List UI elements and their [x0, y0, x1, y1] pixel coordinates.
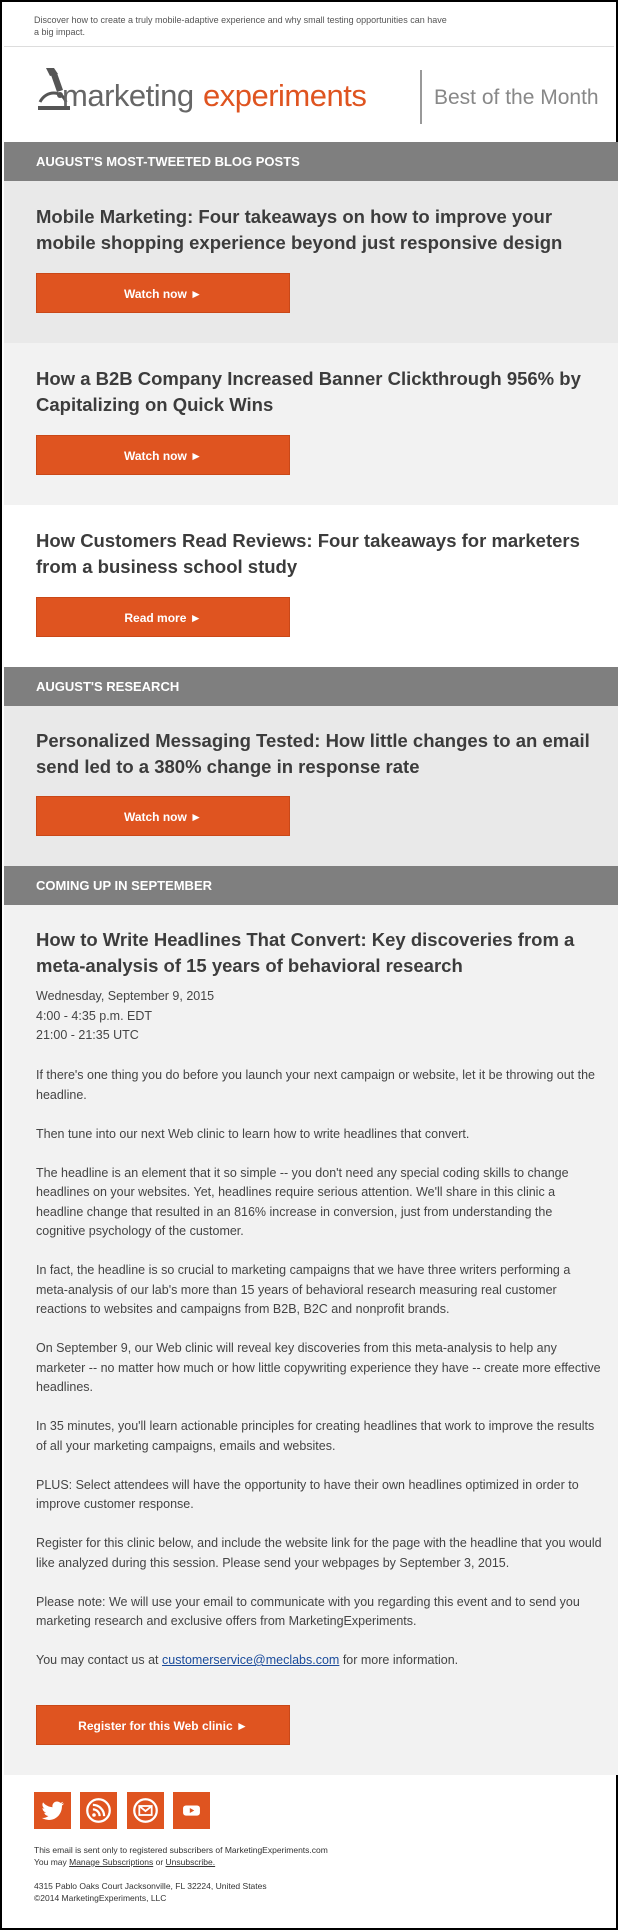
contact-suffix: for more information.	[339, 1653, 459, 1667]
divider	[4, 46, 614, 47]
post-title-2[interactable]: How a B2B Company Increased Banner Clickthrough 956% by Capitalizing on Quick Wins	[36, 368, 581, 415]
research-title[interactable]: Personalized Messaging Tested: How little changes to an email send led to a 380% change in response rate	[36, 730, 590, 777]
manage-subscriptions-link[interactable]: Manage Subscriptions	[69, 1857, 154, 1867]
logo-text-experiments: experiments	[203, 78, 367, 113]
footer-text: You may	[34, 1857, 70, 1867]
youtube-icon[interactable]	[173, 1792, 210, 1829]
event-paragraph: On September 9, our Web clinic will reveal key discoveries from this meta-analysis to help any marketer -- no matter how much or how little copywriting experience they have -- create more effective headlines.	[36, 1341, 601, 1394]
contact-email-link[interactable]: customerservice@meclabs.com	[162, 1653, 340, 1667]
event-paragraph: In 35 minutes, you'll learn actionable principles for creating headlines that work to improve the results of all your marketing campaigns, emails and websites.	[36, 1419, 595, 1453]
post-title-3[interactable]: How Customers Read Reviews: Four takeaways for marketers from a business school study	[36, 530, 580, 577]
logo-text-marketing: marketing	[62, 78, 194, 113]
email-icon[interactable]	[127, 1792, 164, 1829]
section-header-research: AUGUST'S RESEARCH	[4, 667, 618, 706]
event-date: Wednesday, September 9, 2015	[36, 989, 215, 1003]
footer-text: or	[153, 1857, 166, 1867]
event-title[interactable]: How to Write Headlines That Convert: Key discoveries from a meta-analysis of 15 years of behavioral research	[36, 929, 575, 976]
event-time-utc: 21:00 - 21:35 UTC	[36, 1028, 139, 1042]
social-icons	[34, 1792, 215, 1829]
event-paragraph: The headline is an element that it so simple -- you don't need any special coding skills to change headlines on your websites. Yet, headlines require serious attention. We'll share in this clinic a headline change that resulted in an 816% increase in conversion, just from understanding the cognitive psychology of the customer.	[36, 1165, 569, 1238]
footer-subscription-links	[34, 1856, 484, 1868]
watch-now-button-2[interactable]: Watch now ►	[36, 435, 290, 475]
event-paragraph: If there's one thing you do before you launch your next campaign or website, let it be throwing out the headline.	[36, 1068, 595, 1102]
post-panel-2	[4, 343, 618, 505]
contact-paragraph	[36, 1651, 604, 1671]
footer-subscriber-note: This email is sent only to registered subscribers of MarketingExperiments.com	[34, 1845, 328, 1855]
section-header-coming: COMING UP IN SEPTEMBER	[4, 866, 618, 905]
event-paragraph: Register for this clinic below, and include the website link for the page with the headline that you would like analyzed during this session. Please send your webpages by September 3, 2015.	[36, 1536, 602, 1570]
twitter-icon[interactable]	[34, 1792, 71, 1829]
event-paragraph: Then tune into our next Web clinic to learn how to write headlines that convert.	[36, 1126, 470, 1141]
watch-now-button-research[interactable]: Watch now ►	[36, 796, 290, 836]
event-description	[36, 1066, 604, 1690]
event-time-edt: 4:00 - 4:35 p.m. EDT	[36, 1008, 153, 1023]
unsubscribe-link[interactable]: Unsubscribe.	[165, 1857, 216, 1867]
footer	[34, 1844, 484, 1904]
marketingexperiments-logo[interactable]	[32, 64, 422, 124]
post-title-1[interactable]: Mobile Marketing: Four takeaways on how to improve your mobile shopping experience beyond just responsive design	[36, 206, 563, 253]
register-button[interactable]: Register for this Web clinic ►	[36, 1705, 290, 1745]
footer-address: 4315 Pablo Oaks Court Jacksonville, FL 32224, United States	[34, 1881, 267, 1891]
event-panel	[4, 905, 618, 1775]
logo-divider	[420, 70, 422, 124]
event-datetime	[36, 987, 214, 1046]
footer-spacer	[34, 1868, 484, 1880]
event-paragraph: PLUS: Select attendees will have the opportunity to have their own headlines optimized in order to improve customer response.	[36, 1477, 579, 1511]
footer-copyright: ©2014 MarketingExperiments, LLC	[34, 1893, 167, 1903]
read-more-button[interactable]: Read more ►	[36, 597, 290, 637]
watch-now-button-1[interactable]: Watch now ►	[36, 273, 290, 313]
post-panel-1	[4, 181, 618, 343]
blog-icon[interactable]	[80, 1792, 117, 1829]
tagline: Best of the Month	[434, 86, 599, 109]
post-panel-3	[4, 505, 618, 667]
contact-prefix: You may contact us at	[36, 1653, 163, 1667]
event-paragraph: In fact, the headline is so crucial to marketing campaigns that we have three writers performing a meta-analysis of our lab's more than 15 years of behavioral research measuring real customer reactions to websites and campaigns from B2B, B2C and nonprofit brands.	[36, 1263, 571, 1316]
preheader-text: Discover how to create a truly mobile-adaptive experience and why small testing opportunities can have a big impact.	[34, 15, 447, 37]
research-panel	[4, 706, 618, 866]
event-paragraph: Please note: We will use your email to communicate with you regarding this event and to send you marketing research and exclusive offers from MarketingExperiments.	[36, 1594, 580, 1628]
section-header-tweeted: AUGUST'S MOST-TWEETED BLOG POSTS	[4, 142, 618, 181]
